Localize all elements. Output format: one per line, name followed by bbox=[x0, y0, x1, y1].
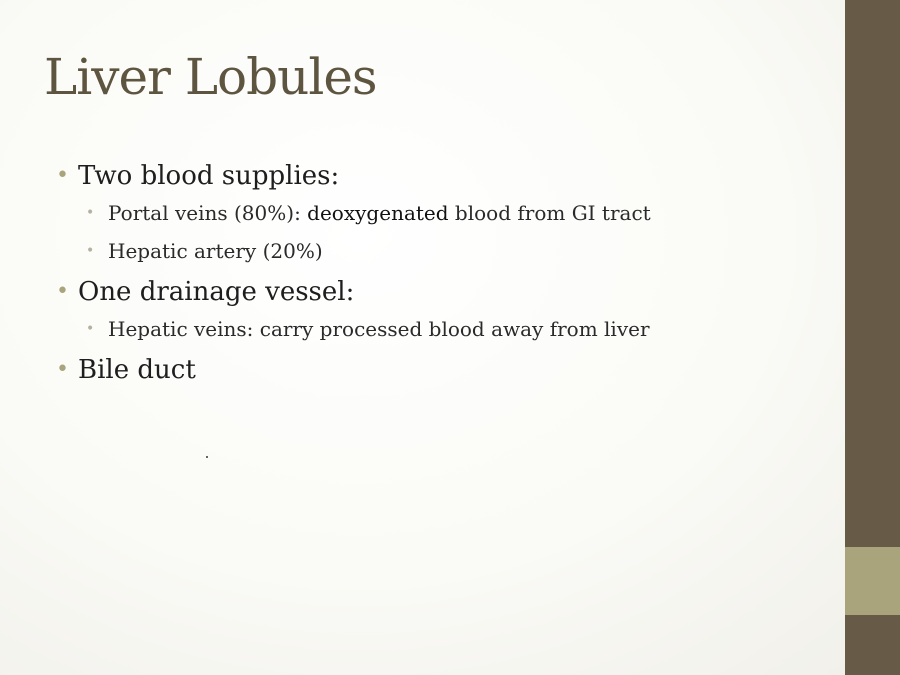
sub-bullet-text: Hepatic artery (20%) bbox=[108, 239, 323, 263]
bullet-text: Bile duct bbox=[78, 355, 196, 385]
sub-bullet-portal-veins bbox=[56, 194, 826, 232]
bullet-list bbox=[56, 158, 826, 388]
sidebar-accent-block bbox=[845, 547, 900, 615]
bullet-dot-icon: • bbox=[56, 163, 69, 188]
bullet-text: Two blood supplies: bbox=[78, 161, 340, 191]
bullet-dot-icon: • bbox=[56, 357, 69, 382]
sub-bullet-hepatic-veins bbox=[56, 310, 826, 348]
bullet-dot-icon: • bbox=[56, 279, 69, 304]
sub-bullet-text: Hepatic veins: carry processed blood away from liver bbox=[108, 317, 650, 341]
bullet-text: One drainage vessel: bbox=[78, 277, 355, 307]
decorative-sidebar bbox=[845, 0, 900, 675]
sub-bullet-text-emph: deoxygenated bbox=[307, 201, 449, 225]
cursor-speck bbox=[206, 456, 208, 458]
sub-bullet-text-pre: Portal veins (80%) bbox=[108, 201, 295, 225]
bullet-item-blood-supplies bbox=[56, 158, 826, 194]
bullet-item-bile-duct bbox=[56, 352, 826, 388]
sub-bullet-text-sep: : bbox=[294, 201, 308, 225]
bullet-item-drainage bbox=[56, 274, 826, 310]
sub-bullet-dot-icon: • bbox=[86, 243, 95, 259]
sub-bullet-dot-icon: • bbox=[86, 205, 95, 221]
sub-bullet-text-post: blood from GI tract bbox=[448, 201, 651, 225]
sub-bullet-dot-icon: • bbox=[86, 321, 95, 337]
sub-bullet-hepatic-artery bbox=[56, 232, 826, 270]
slide-title: Liver Lobules bbox=[44, 48, 377, 106]
